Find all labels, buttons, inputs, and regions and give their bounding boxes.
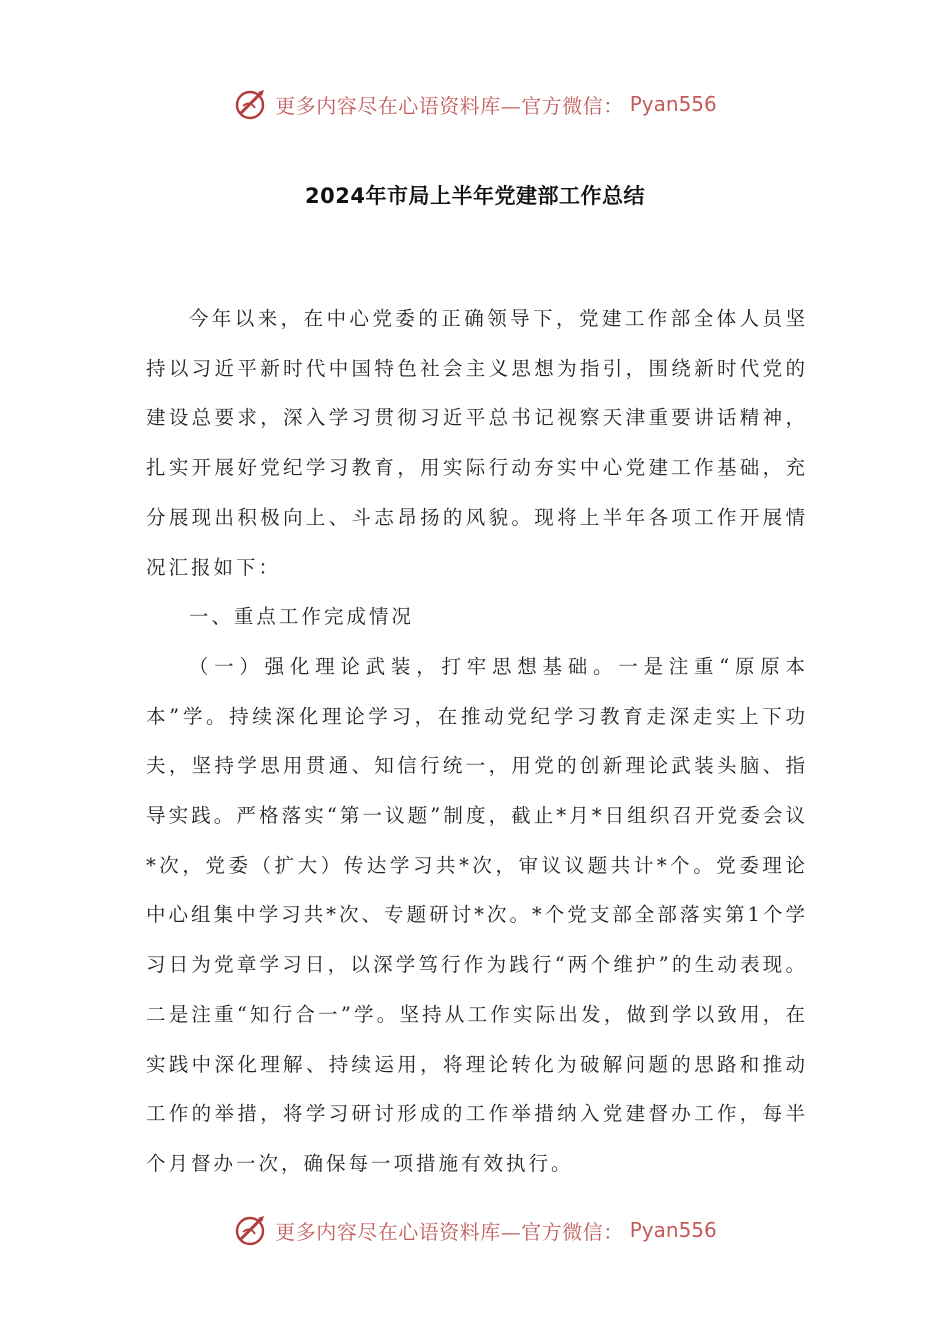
paragraph-intro: 今年以来，在中心党委的正确领导下，党建工作部全体人员坚持以习近平新时代中国特色社会主义思想为指引，围绕新时代党的建设总要求，深入学习贯彻习近平总书记视察天津重要讲话精神，扎实开展好党纪学习教育，用实际行动夯实中心党建工作基础，充分展现出积极向上、斗志昂扬的风貌。现将上半年各项工作开展情况汇报如下： [146,307,808,579]
section-heading: 一、重点工作完成情况 [188,605,414,629]
document-body [146,294,808,1189]
watermark-wechat-id: Pyan556 [629,92,717,116]
watermark-text: 更多内容尽在心语资料库—官方微信： [275,93,624,118]
paragraph-theory: （一）强化理论武装，打牢思想基础。一是注重“原原本本”学。持续深化理论学习，在推动党纪学习教育走深走实上下功夫，坚持学思用贯通、知信行统一，用党的创新理论武装头脑、指导实践。严格落实“第一议题”制度，截止*月*日组织召开党委会议*次，党委（扩大）传达学习共*次，审议议题共计*个。党委理论中心组集中学习共*次、专题研讨*次。*个党支部全部落实第1个学习日为党章学习日，以深学笃行作为践行“两个维护”的生动表现。二是注重“知行合一”学。坚持从工作实际出发，做到学以致用，在实践中深化理解、持续运用，将理论转化为破解问题的思路和推动工作的举措，将学习研讨形成的工作举措纳入党建督办工作，每半个月督办一次，确保每一项措施有效执行。 [146,654,808,1175]
watermark-footer [0,1210,950,1250]
watermark-wechat-id: Pyan556 [629,1218,717,1242]
document-title: 2024年市局上半年党建部工作总结 [305,184,645,208]
watermark-text: 更多内容尽在心语资料库—官方微信： [275,1219,624,1244]
pen-seal-icon [233,86,269,122]
pen-seal-icon [233,1212,269,1248]
watermark-header [0,84,950,124]
